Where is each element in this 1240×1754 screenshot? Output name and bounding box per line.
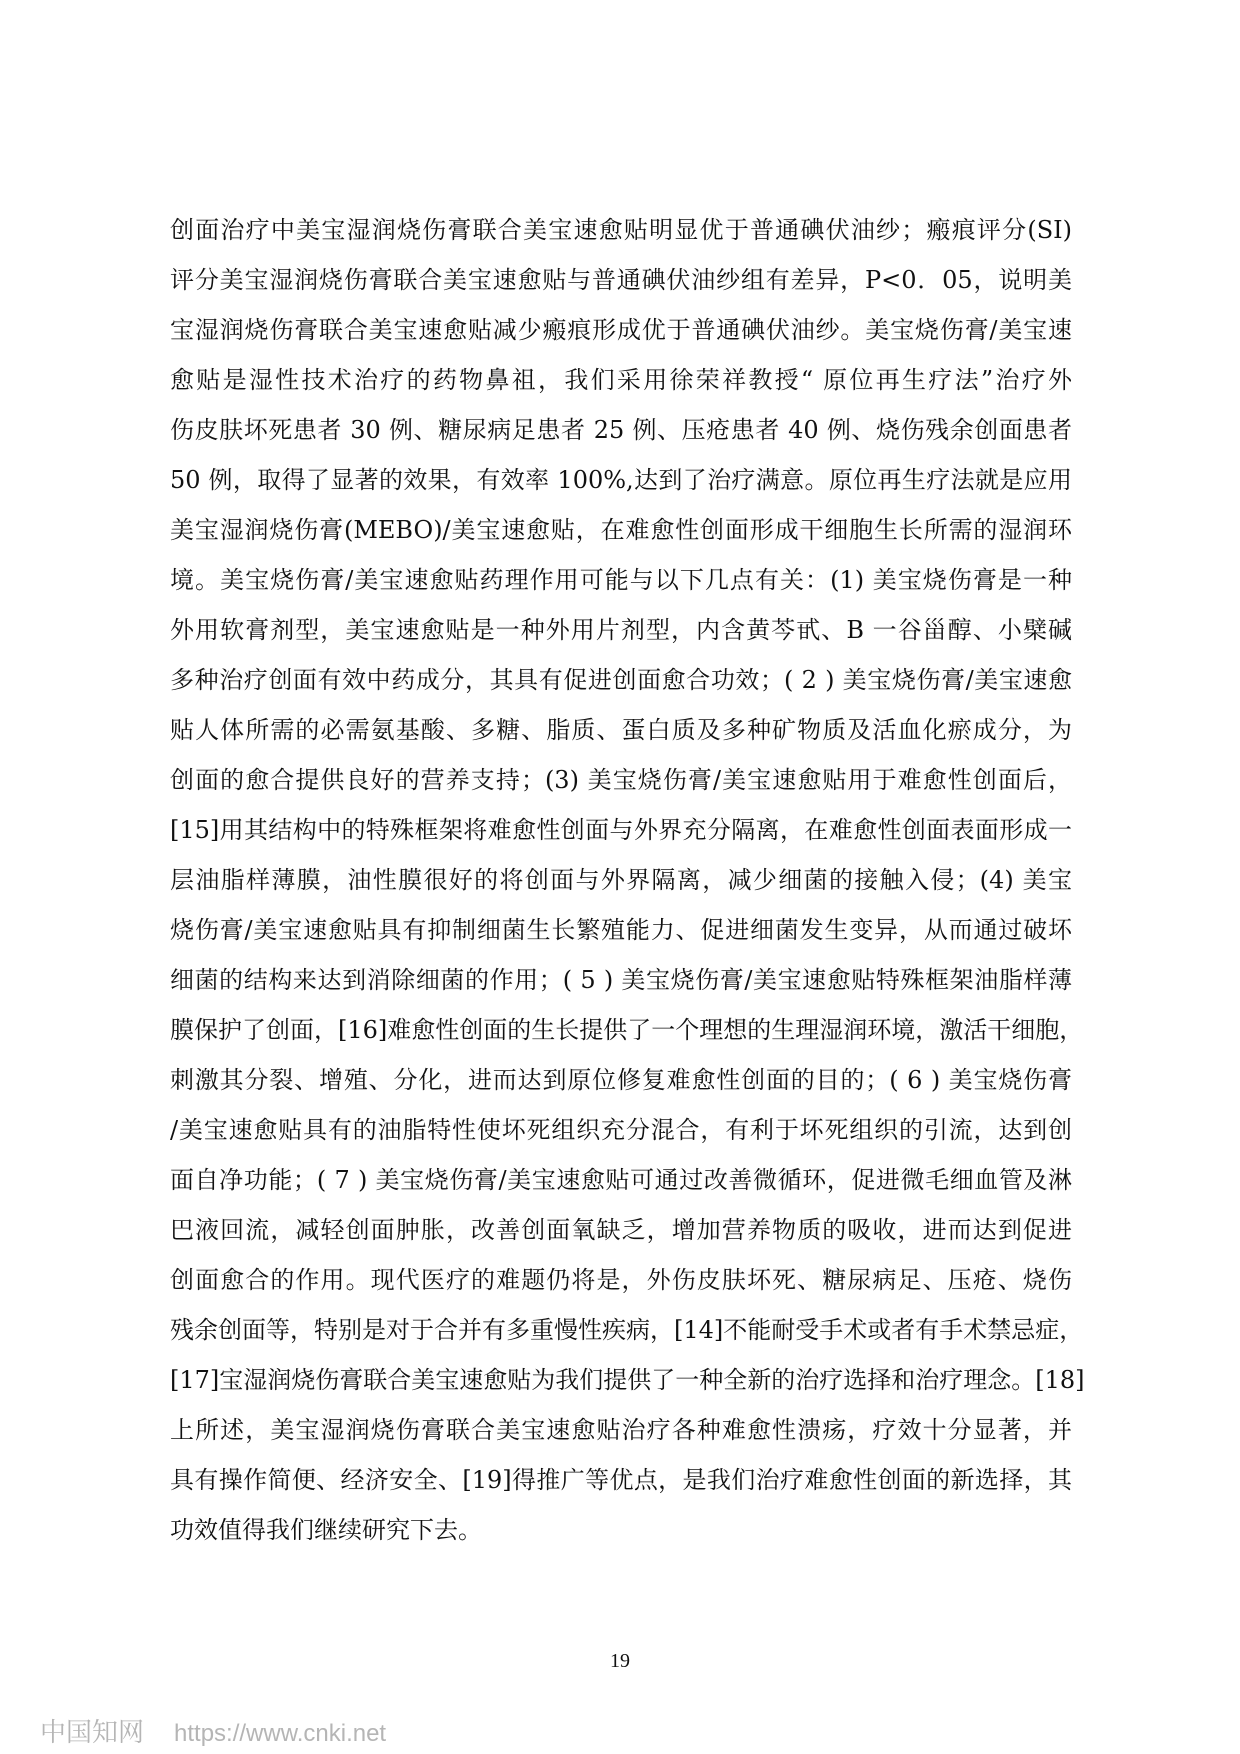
text-line: 创面的愈合提供良好的营养支持；(3) 美宝烧伤膏/美宝速愈贴用于难愈性创面后， bbox=[170, 766, 1072, 794]
watermark-url: https://www.cnki.net bbox=[174, 1720, 387, 1747]
watermark-brand: 中国知网 bbox=[40, 1717, 145, 1747]
text-line: 刺激其分裂、增殖、分化，进而达到原位修复难愈性创面的目的；( 6 ) 美宝烧伤膏 bbox=[170, 1066, 1072, 1094]
text-line: 创面愈合的作用。现代医疗的难题仍将是，外伤皮肤坏死、糖尿病足、压疮、烧伤 bbox=[170, 1266, 1072, 1294]
text-line: 细菌的结构来达到消除细菌的作用；( 5 ) 美宝烧伤膏/美宝速愈贴特殊框架油脂样薄 bbox=[170, 966, 1072, 994]
text-line: 宝湿润烧伤膏联合美宝速愈贴减少瘢痕形成优于普通碘伏油纱。美宝烧伤膏/美宝速 bbox=[170, 316, 1072, 344]
page-number: 19 bbox=[610, 1650, 630, 1672]
body-text bbox=[170, 205, 1085, 1555]
watermark bbox=[40, 1712, 386, 1749]
text-line: 愈贴是湿性技术治疗的药物鼻祖，我们采用徐荣祥教授“ 原位再生疗法”治疗外 bbox=[170, 366, 1072, 394]
text-line: [15]用其结构中的特殊框架将难愈性创面与外界充分隔离，在难愈性创面表面形成一 bbox=[170, 816, 1072, 844]
text-line: 层油脂样薄膜，油性膜很好的将创面与外界隔离，减少细菌的接触入侵；(4) 美宝 bbox=[170, 866, 1072, 894]
text-line: 巴液回流，减轻创面肿胀，改善创面氧缺乏，增加营养物质的吸收，进而达到促进 bbox=[170, 1216, 1072, 1244]
text-line: /美宝速愈贴具有的油脂特性使坏死组织充分混合，有利于坏死组织的引流，达到创 bbox=[170, 1116, 1072, 1144]
text-line: 创面治疗中美宝湿润烧伤膏联合美宝速愈贴明显优于普通碘伏油纱；瘢痕评分(SI) bbox=[170, 216, 1072, 244]
text-line: 面自净功能；( 7 ) 美宝烧伤膏/美宝速愈贴可通过改善微循环，促进微毛细血管及淋 bbox=[170, 1166, 1072, 1194]
text-line: 伤皮肤坏死患者 30 例、糖尿病足患者 25 例、压疮患者 40 例、烧伤残余创面患者 bbox=[170, 416, 1072, 444]
text-line: 评分美宝湿润烧伤膏联合美宝速愈贴与普通碘伏油纱组有差异，P<0．05，说明美 bbox=[170, 266, 1072, 294]
text-line: 外用软膏剂型，美宝速愈贴是一种外用片剂型，内含黄芩甙、B 一谷甾醇、小檗碱 bbox=[170, 616, 1072, 644]
text-line: 多种治疗创面有效中药成分，其具有促进创面愈合功效；( 2 ) 美宝烧伤膏/美宝速愈 bbox=[170, 666, 1072, 694]
text-line: 美宝湿润烧伤膏(MEBO)/美宝速愈贴，在难愈性创面形成干细胞生长所需的湿润环 bbox=[170, 516, 1072, 544]
text-line: 上所述，美宝湿润烧伤膏联合美宝速愈贴治疗各种难愈性溃疡，疗效十分显著，并 bbox=[170, 1416, 1072, 1444]
text-line: 具有操作简便、经济安全、[19]得推广等优点，是我们治疗难愈性创面的新选择，其 bbox=[170, 1466, 1072, 1494]
text-line: 功效值得我们继续研究下去。 bbox=[170, 1516, 482, 1544]
text-line: 贴人体所需的必需氨基酸、多糖、脂质、蛋白质及多种矿物质及活血化瘀成分，为 bbox=[170, 716, 1072, 744]
text-line: 烧伤膏/美宝速愈贴具有抑制细菌生长繁殖能力、促进细菌发生变异，从而通过破坏 bbox=[170, 916, 1072, 944]
text-line: 50 例，取得了显著的效果，有效率 100%,达到了治疗满意。原位再生疗法就是应用 bbox=[170, 466, 1072, 494]
text-line: [17]宝湿润烧伤膏联合美宝速愈贴为我们提供了一种全新的治疗选择和治疗理念。[18] bbox=[170, 1366, 1085, 1394]
text-line: 境。美宝烧伤膏/美宝速愈贴药理作用可能与以下几点有关：(1) 美宝烧伤膏是一种 bbox=[170, 566, 1072, 594]
text-line: 膜保护了创面，[16]难愈性创面的生长提供了一个理想的生理湿润环境，激活干细胞， bbox=[170, 1016, 1084, 1044]
text-line: 残余创面等，特别是对于合并有多重慢性疾病，[14]不能耐受手术或者有手术禁忌症， bbox=[170, 1316, 1084, 1344]
